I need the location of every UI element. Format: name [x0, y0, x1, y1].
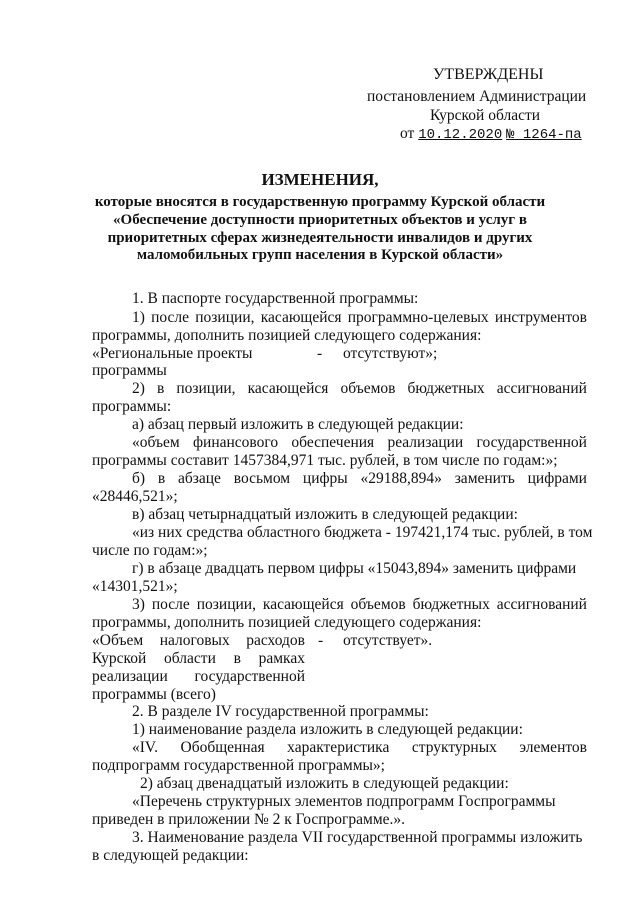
body-line: 2) абзац двенадцатый изложить в следующей редакции:	[140, 775, 509, 792]
body-line: 2) в позиции, касающейся объемов бюджетных ассигнований	[132, 380, 587, 397]
body-line: отсутствует».	[343, 632, 433, 649]
document-subtitle-line: «Обеспечение доступности приоритетных объектов и услуг в	[113, 212, 527, 228]
body-line: «из них средства областного бюджета - 197421,174 тыс. рублей, в том	[132, 524, 593, 541]
body-line: Курской области в рамках	[92, 650, 305, 667]
body-line: 3. Наименование раздела VII государственной программы изложить	[132, 829, 583, 846]
body-line: программы	[92, 362, 167, 379]
body-line: приведен в приложении № 2 к Госпрограмме.».	[92, 811, 406, 828]
body-line: программы (всего)	[92, 686, 216, 703]
body-line: б) в абзаце восьмом цифры «29188,894» заменить цифрами	[132, 470, 587, 487]
body-line: -	[317, 345, 323, 362]
body-line: 3) после позиции, касающейся объемов бюджетных ассигнований	[132, 596, 587, 613]
body-line: а) абзац первый изложить в следующей редакции:	[132, 416, 464, 433]
body-line: программы, дополнить позицией следующего содержания:	[92, 614, 482, 631]
body-line: «Объем налоговых расходов	[92, 632, 305, 649]
document-subtitle-line: маломобильных групп населения в Курской области»	[136, 247, 504, 263]
body-line: «14301,521»;	[92, 578, 178, 595]
body-line: в) абзац четырнадцатый изложить в следующей редакции:	[132, 506, 518, 523]
body-line: программы составит 1457384,971 тыс. рублей, в том числе по годам:»;	[92, 452, 558, 469]
body-line: «28446,521»;	[92, 488, 178, 505]
approval-date-line	[400, 125, 582, 144]
body-line: подпрограмм государственной программы»;	[92, 757, 385, 774]
body-line: «объем финансового обеспечения реализации государственной	[132, 434, 587, 451]
body-line: «IV. Обобщенная характеристика структурных элементов	[132, 739, 587, 756]
approval-title: УТВЕРЖДЕНЫ	[433, 66, 544, 83]
body-line: программы, дополнить позицией следующего содержания:	[92, 327, 482, 344]
body-line: 2. В разделе IV государственной программы:	[132, 703, 429, 720]
document-subtitle-line: приоритетных сферах жизнедеятельности инвалидов и других	[107, 230, 533, 246]
body-line: в следующей редакции:	[92, 847, 249, 864]
body-line: 1) после позиции, касающейся программно-целевых инструментов	[132, 309, 587, 326]
body-line: «Региональные проекты	[92, 345, 253, 362]
approval-region: Курской области	[430, 107, 541, 124]
body-line: отсутствуют»;	[343, 345, 438, 362]
document-subtitle-line: которые вносятся в государственную программу Курской области	[94, 194, 546, 210]
body-line: реализации государственной	[92, 668, 305, 685]
body-line: «Перечень структурных элементов подпрограмм Госпрограммы	[132, 793, 556, 810]
approval-number: № 1264-па	[506, 127, 582, 143]
approval-date: 10.12.2020	[418, 127, 503, 143]
body-line: -	[318, 632, 324, 649]
body-line: г) в абзаце двадцать первом цифры «15043,894» заменить цифрами	[132, 560, 577, 577]
approval-from: от	[400, 125, 415, 142]
approval-authority: постановлением Администрации	[367, 88, 587, 105]
body-line: 1. В паспорте государственной программы:	[132, 290, 419, 307]
body-line: числе по годам:»;	[92, 542, 208, 559]
body-line: 1) наименование раздела изложить в следующей редакции:	[132, 721, 523, 738]
document-title: ИЗМЕНЕНИЯ,	[261, 170, 379, 189]
body-line: программы:	[92, 398, 172, 415]
